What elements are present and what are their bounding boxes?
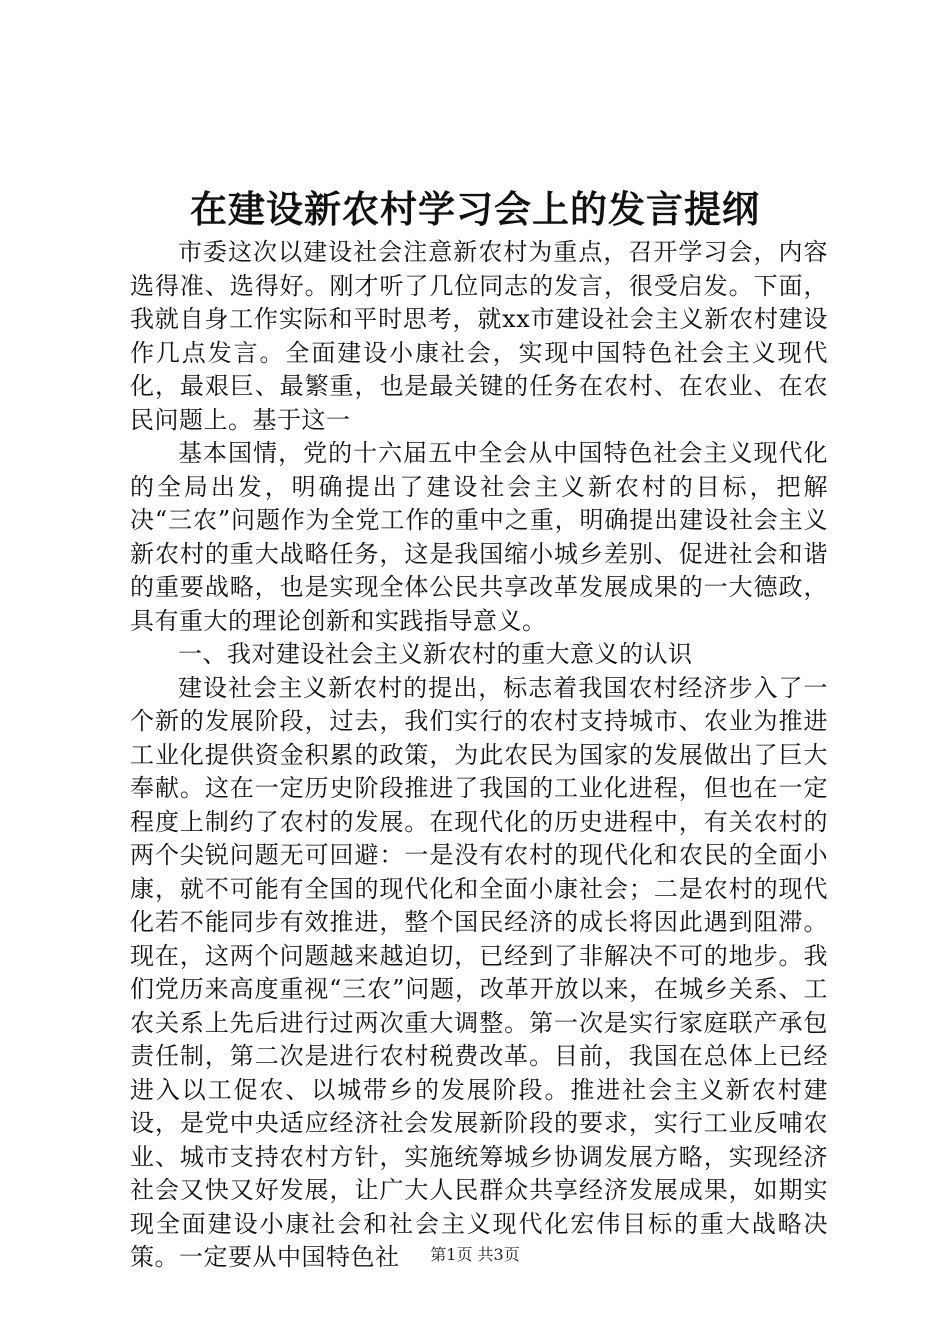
paragraph-2: 基本国情，党的十六届五中全会从中国特色社会主义现代化的全局出发，明确提出了建设社会主义新农村的目标，把解决“三农”问题作为全党工作的重中之重，明确提出建设社会主义新农村的重大战略任务，这是我国缩小城乡差别、促进社会和谐的重要战略，也是实现全体公民共享改革发展成果的一大德政，具有重大的理论创新和实践指导意义。: [130, 439, 828, 635]
paragraph-3: 建设社会主义新农村的提出，标志着我国农村经济步入了一个新的发展阶段，过去，我们实行的农村支持城市、农业为推进工业化提供资金积累的政策，为此农民为国家的发展做出了巨大奉献。这在一定历史阶段推进了我国的工业化进程，但也在一定程度上制约了农村的发展。在现代化的历史进程中，有关农村的两个尖锐问题无可回避：一是没有农村的现代化和农民的全面小康，就不可能有全国的现代化和全面小康社会；二是农村的现代化若不能同步有效推进，整个国民经济的成长将因此遇到阻滞。现在，这两个问题越来越迫切，已经到了非解决不可的地步。我们党历来高度重视“三农”问题，改革开放以来，在城乡关系、工农关系上先后进行过两次重大调整。第一次是实行家庭联产承包责任制，第二次是进行农村税费改革。目前，我国在总体上已经进入以工促农、以城带乡的发展阶段。推进社会主义新农村建设，是党中央适应经济社会发展新阶段的要求，实行工业反哺农业、城市支持农村方针，实施统筹城乡协调发展方略，实现经济社会又快又好发展，让广大人民群众共享经济发展成果，如期实现全面建设小康社会和社会主义现代化宏伟目标的重大战略决策。一定要从中国特色社: [130, 673, 828, 1271]
section-heading-1: 一、我对建设社会主义新农村的重大意义的认识: [178, 640, 693, 668]
page-footer: 第1页 共3页: [430, 1245, 520, 1264]
paragraph-1: 市委这次以建设社会注意新农村为重点，召开学习会，内容选得准、选得好。刚才听了几位同志的发言，很受启发。下面，我就自身工作实际和平时思考，就xx市建设社会主义新农村建设作几点发言。全面建设小康社会，实现中国特色社会主义现代化，最艰巨、最繁重，也是最关键的任务在农村、在农业、在农民问题上。基于这一: [130, 238, 828, 434]
document-body: [130, 236, 828, 1275]
document-title: 在建设新农村学习会上的发言提纲: [190, 187, 760, 231]
